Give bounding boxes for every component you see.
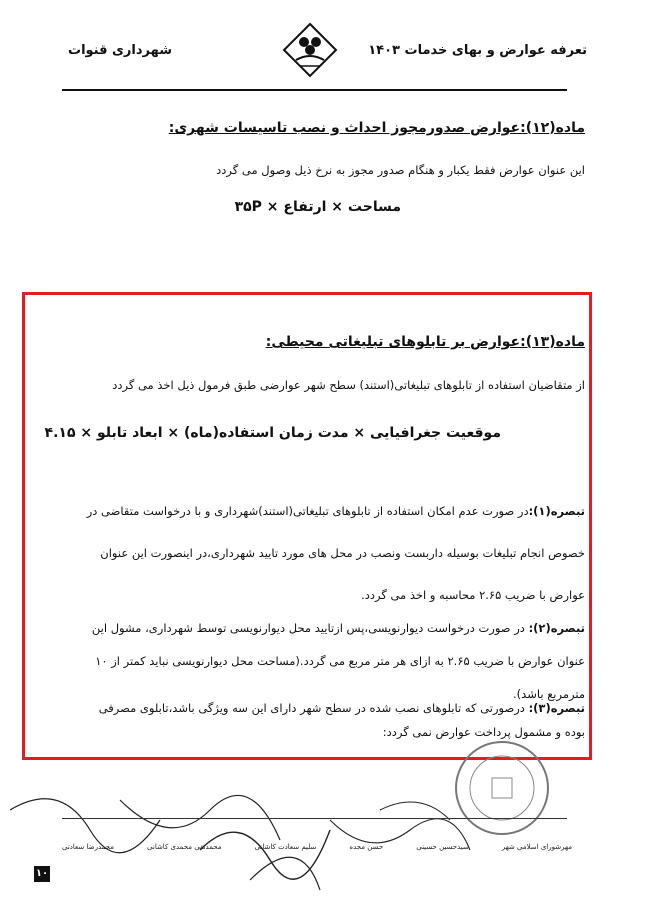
note-2-text: در صورت درخواست دیوارنویسی،پس ازتایید محل دیوارنویسی توسط شهرداری، مشول این عنوان عوارض با ضریب ۲.۶۵ به ازای هر متر مربع می گردد.(مساحت محل دیوارنویسی نباید کمتر از ۱۰ مترمربع باشد). xyxy=(91,621,585,701)
signature-name: محمدتقی محمدی کاشانی xyxy=(147,843,222,851)
signature-name: محمدرضا سعادتی xyxy=(62,843,114,851)
note-1 xyxy=(75,490,585,616)
header-divider xyxy=(62,89,567,91)
municipality-logo xyxy=(282,22,338,78)
page-number: ۱۰ xyxy=(34,866,50,882)
article-12-description: این عنوان عوارض فقط یکبار و هنگام صدور مجوز به نرخ ذیل وصول می گردد xyxy=(216,163,585,177)
signature-name: سلیم سعادت کاشانی xyxy=(254,843,317,851)
note-2-label: تبصره(۲): xyxy=(528,621,585,635)
municipality-name: شهرداری قنوات xyxy=(68,43,172,58)
article-13-formula: موقعیت جغرافیایی × مدت زمان استفاده(ماه) × ابعاد تابلو × ۴.۱۵ xyxy=(44,425,501,441)
council-stamp xyxy=(452,738,552,838)
signature-divider xyxy=(62,818,567,819)
signature-names xyxy=(62,843,572,851)
article-13-description: از متقاضیان استفاده از تابلوهای تبلیغاتی(استند) سطح شهر عوارضی طبق فرمول ذیل اخذ می گردد xyxy=(112,378,585,392)
note-1-label: تبصره(۱): xyxy=(528,504,585,518)
article-12-formula: مساحت × ارتفاع × ۳۵P xyxy=(234,199,401,215)
signature-name: سیدحسین حسینی xyxy=(416,843,469,851)
signature-council-seal: مهرشورای اسلامی شهر xyxy=(501,843,572,851)
article-13-title: ماده(۱۳):عوارض بر تابلوهای تبلیغاتی محیطی: xyxy=(265,334,585,350)
note-3 xyxy=(75,696,585,744)
tariff-title: تعرفه عوارض و بهای خدمات ۱۴۰۳ xyxy=(368,43,587,58)
note-1-text: در صورت عدم امکان استفاده از تابلوهای تبلیغاتی(استند)شهرداری و با درخواست متقاضی در خصوص انجام تبلیغات بوسیله داربست ونصب در محل های مورد تایید شهرداری،در اینصورت این عنوان عوارض با ضریب ۲.۶۵ محاسبه و اخذ می گردد. xyxy=(86,504,585,602)
note-3-text: درصورتی که تابلوهای نصب شده در سطح شهر دارای این سه ویژگی باشد،تابلوی مصرفی بوده و مشمول پرداخت عوارض نمی گردد: xyxy=(98,701,585,739)
note-3-label: تبصره(۳): xyxy=(528,701,585,715)
article-12-title: ماده(۱۲):عوارض صدورمجوز احداث و نصب تاسیسات شهری: xyxy=(168,120,585,136)
signature-name: حسن مجده xyxy=(349,843,384,851)
